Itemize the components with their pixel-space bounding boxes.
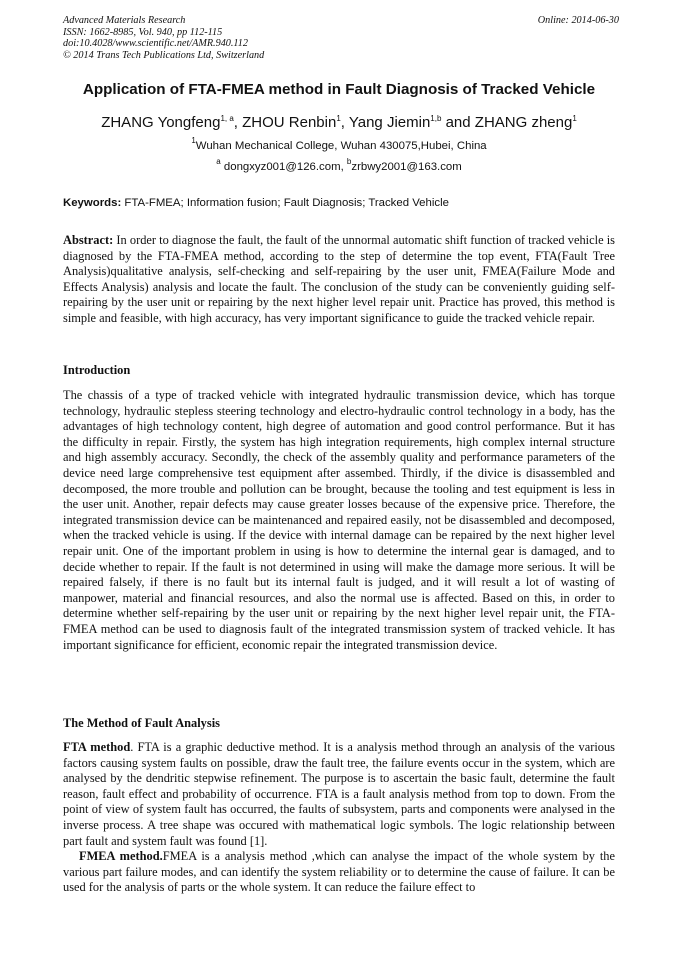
keywords-label: Keywords: <box>63 197 122 209</box>
email-mark-b: b <box>346 157 352 166</box>
journal-name: Advanced Materials Research <box>63 15 186 26</box>
abstract <box>63 233 615 327</box>
paper-title: Application of FTA-FMEA method in Fault Diagnosis of Tracked Vehicle <box>82 81 596 98</box>
keywords <box>63 196 619 211</box>
author-separator: , <box>233 114 243 131</box>
author-separator: and <box>441 114 475 131</box>
author-emails <box>0 157 678 175</box>
method-heading: The Method of Fault Analysis <box>63 716 220 730</box>
method-body <box>63 740 615 896</box>
fmea-text: FMEA is a analysis method ,which can analyse the impact of the whole system by the various part failure modes, and can identify the system reliability or to determine the cause of failure. It can be used for the analysis of parts or the whole system. It can reduce the failure effect to <box>63 849 615 895</box>
email-mark-a: a <box>216 157 221 166</box>
author-name: Yang Jiemin <box>348 114 431 131</box>
fta-label: FTA method <box>63 740 131 754</box>
email-b: zrbwy2001@163.com <box>351 161 462 173</box>
affiliation-mark: 1 <box>191 136 196 145</box>
email-a: dongxyz001@126.com, <box>220 161 347 173</box>
author-affiliation-mark: 1 <box>336 114 341 123</box>
fmea-paragraph <box>63 849 615 896</box>
affiliation <box>0 136 678 154</box>
author-affiliation-mark: 1 <box>572 114 577 123</box>
keywords-text: FTA-FMEA; Information fusion; Fault Diagnosis; Tracked Vehicle <box>121 197 449 209</box>
issn-line: ISSN: 1662-8985, Vol. 940, pp 112-115 <box>63 26 223 38</box>
author-separator: , <box>340 114 349 131</box>
doi-line: doi:10.4028/www.scientific.net/AMR.940.112 <box>63 38 248 50</box>
fta-text: . FTA is a graphic deductive method. It is a analysis method through an analysis of the various factors causing system faults on possible, draw the fault tree, the failure events occur in the system, which are analysed by the dendritic stepwise refinement. The purpose is to ascertain the basic fault, determine the fault reason, fault effect and probability of occurrence. FTA is a fault analysis method from top to down. From the point of view of system fault has occurred, the faults of subsystem, parts and components were analysed in the inverse process. A tree shape was occured with mathematical logic symbols. The logic relationship between part fault and system fault was found [1]. <box>63 740 615 848</box>
online-date: Online: 2014-06-30 <box>537 15 619 26</box>
author-name: ZHANG Yongfeng <box>101 114 221 131</box>
copyright-line: © 2014 Trans Tech Publications Ltd, Switzerland <box>63 49 265 61</box>
abstract-text: In order to diagnose the fault, the fault of the unnormal automatic shift function of tracked vehicle is diagnosed by the FTA-FMEA method, according to the step of determine the top event, FTA(Fault Tree Analysis)qualitative analysis, self-checking and self-repairing by the user unit, FMEA(Failure Mode and Effects Analysis) analysis and locate the fault. The conclusion of the study can be conveniently guiding self-repairing by the user unit or repairing by the next higher level repair unit. Practice has proved, this method is simple and feasible, with high accuracy, has very important significance to guide the tracked vehicle repair. <box>63 233 615 325</box>
author-list <box>0 113 678 133</box>
author-name: ZHOU Renbin <box>242 114 337 131</box>
abstract-label: Abstract: <box>63 233 114 247</box>
author-affiliation-mark: 1,b <box>430 114 442 123</box>
fta-paragraph <box>63 740 615 849</box>
journal-header <box>63 15 619 61</box>
author-affiliation-mark: 1, a <box>220 114 234 123</box>
introduction-paragraph: The chassis of a type of tracked vehicle with integrated hydraulic transmission device, which has torque technology, hydraulic stepless steering technology and electro-hydraulic control technology in a body, has the advantages of high technology content, high degree of automation and good control performance. But it has the difficulty in repair. Firstly, the system has high integration requirements, high complex internal structure and high assembly accuracy. Secondly, the check of the assembly quality and performance parameters of the device need large comprehensive test equipment after assembed. Thirdly, if the divice is disassembled and decomposed, the more trouble and pollution can be brought, because the tooling and test equipment is less in the user unit. Another, repair defects may cause greater losses because of the expensive price. Therefore, the integrated transmission device can be maintenanced and repaired easily, not be disassembled and decomposed, when the tracked vehicle is using. If the device with internal damage can be repaired by the next higher level repair unit. One of the important problem in using is how to determine the internal gear is damaged, and to decide whether to repair. If the fault is not determined in using will make the damage more serious. It will be repaired falsely, if there is no fault but its internal fault is judged, and it will result a lot of wasting of manpower, material and financial resources, and also the normal use is affected. Based on this, in order to determine whether self-repairing by the user unit or repairing by the next higher level repair unit, the FTA-FMEA method can be used to diagnosis fault of the integrated transmission system of tracked vehicle. It has important significance for efficient, economic repair the integrated transmission device. <box>63 388 615 652</box>
fmea-label: FMEA method. <box>79 849 163 864</box>
introduction-heading: Introduction <box>63 363 131 377</box>
author-name: ZHANG zheng <box>474 114 573 131</box>
introduction-body <box>63 388 615 653</box>
affiliation-text: Wuhan Mechanical College, Wuhan 430075,Hubei, China <box>195 140 487 152</box>
